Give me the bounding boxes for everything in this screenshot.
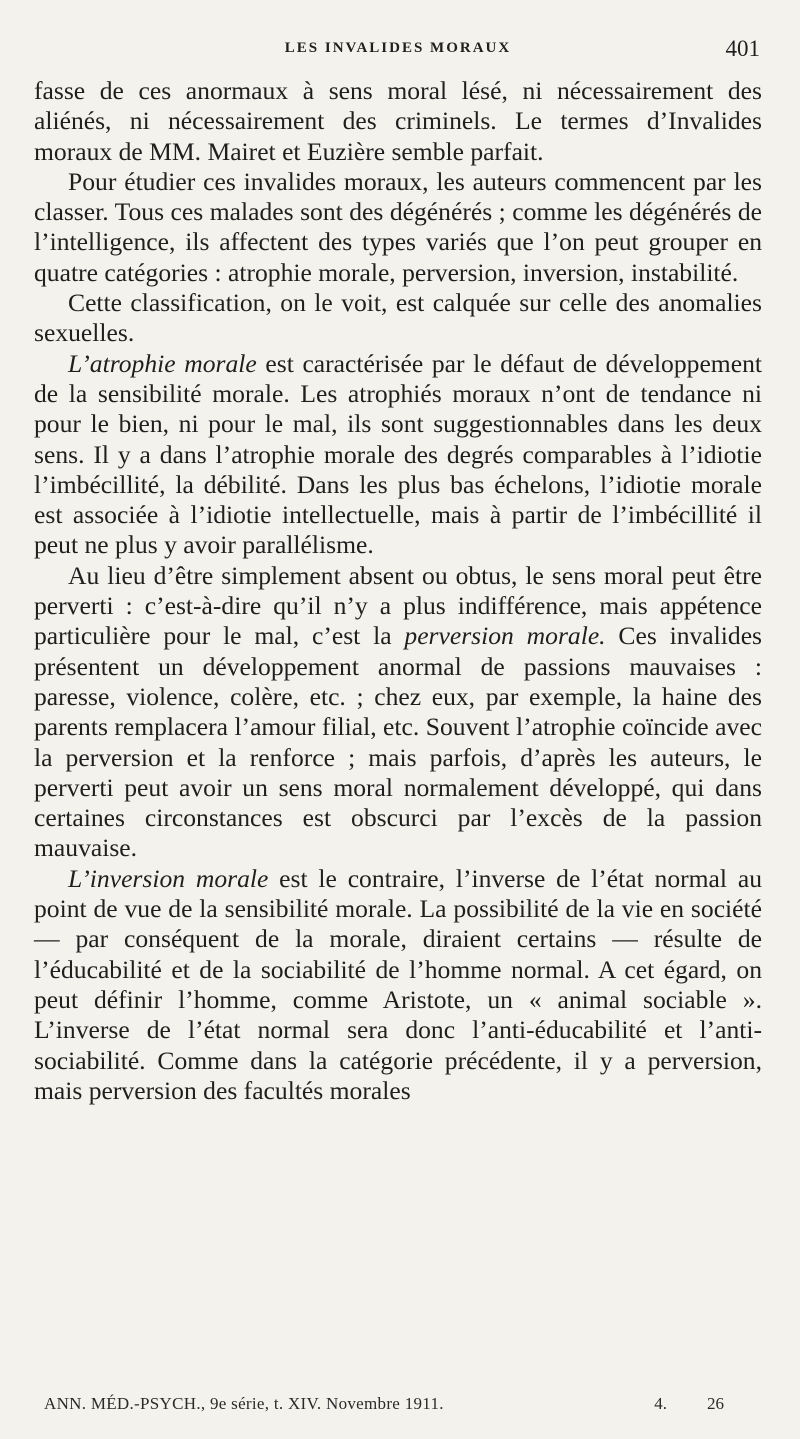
text-run: fasse de ces anormaux à sens moral lésé, ni nécessairement des aliénés, ni nécessairement des criminels. Le termes d’Invalides moraux de MM. Mairet et Euzière semble parfait. [34,76,762,166]
text-run: Cette classification, on le voit, est calquée sur celle des anomalies sexuelles. [34,288,762,348]
document-page [34,34,762,1106]
body-text [34,76,762,1106]
paragraph [34,864,762,1106]
text-run: est le contraire, l’inverse de l’état normal au point de vue de la sensibilité morale. La possibilité de la vie en société — par conséquent de la morale, diraient certains — résulte de l’éducabilité et de la sociabilité de l’homme normal. A cet égard, on peut définir l’homme, comme Aristote, un « animal sociable ». L’inverse de l’état normal sera donc l’anti-éducabilité et l’anti-sociabilité. Comme dans la catégorie précédente, il y a perversion, mais perversion des facultés morales [34,863,762,1105]
italic-term: L’atrophie morale [68,348,257,378]
signature-mark: 4. [654,1394,667,1413]
page-footer [44,1394,744,1414]
text-run: Pour étudier ces invalides moraux, les auteurs commencent par les classer. Tous ces malades sont des dégénérés ; comme les dégénérés de l’intelligence, ils affectent des types variés que l’on peut grouper en quatre catégories : atrophie morale, perversion, inversion, instabilité. [34,166,762,287]
footer-signature-group [654,1394,744,1414]
page-header [34,34,762,64]
text-run: est caractérisée par le défaut de développement de la sensibilité morale. Les atrophiés moraux n’ont de tendance ni pour le bien, ni pour le mal, ils sont suggestionnables dans les deux sens. Il y a dans l’atrophie morale des degrés comparables à l’idiotie l’imbécillité, la débilité. Dans les plus bas échelons, l’idiotie morale est associée à l’idiotie intellectuelle, mais à partir de l’imbécillité il peut ne plus y avoir parallélisme. [34,348,762,560]
italic-term: L’inversion morale [68,863,269,893]
paragraph [34,167,762,288]
paragraph [34,349,762,561]
sheet-number: 26 [707,1394,724,1413]
text-run: Ces invalides présentent un développement anormal de passions mauvaises : paresse, violence, colère, etc. ; chez eux, par exemple, la haine des parents remplacera l’amour filial, etc. Souvent l’atrophie coïncide avec la perversion et la renforce ; mais parfois, d’après les auteurs, le perverti peut avoir un sens moral normalement développé, qui dans certaines circonstances est obscurci par l’excès de la passion mauvaise. [34,621,763,863]
running-title: LES INVALIDES MORAUX [284,40,512,56]
page-number: 401 [725,36,760,61]
paragraph [34,288,762,349]
paragraph [34,76,762,167]
text-run: Au lieu d’être simplement absent ou obtus, le sens moral peut être perverti : c’est-à-dire qu’il n’y a plus indifférence, mais appétence particulière pour le mal, c’est la [34,560,762,651]
journal-reference: ANN. MÉD.-PSYCH., 9e série, t. XIV. Novembre 1911. [44,1394,444,1413]
paragraph [34,561,762,864]
italic-term: perversion morale. [404,621,606,651]
